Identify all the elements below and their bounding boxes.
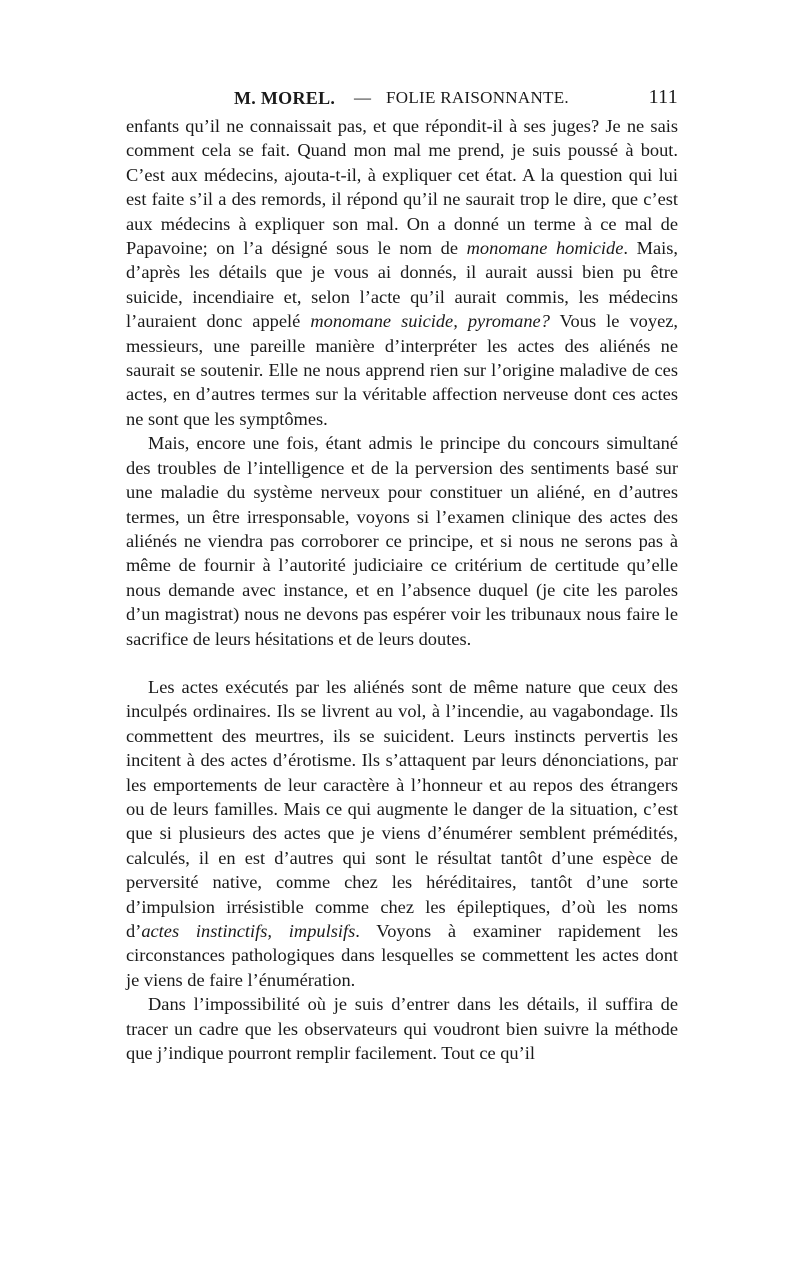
paragraph-3 xyxy=(126,675,678,992)
paragraph-1 xyxy=(126,114,678,431)
header-separator: — xyxy=(354,88,372,107)
section-gap xyxy=(126,651,678,675)
paragraph-3-italic-b: actes instinctifs, impulsifs xyxy=(141,921,356,941)
book-page xyxy=(126,84,678,1065)
paragraph-2: Mais, encore une fois, étant admis le principe du concours simultané des troubles de l’intelligence et de la perversion des sentiments basé sur une maladie du système nerveux pour constituer un aliéné, en d’autres termes, un être irresponsable, voyons si l’examen clinique des actes des aliénés ne viendra pas corroborer ce principe, et si nous ne serons pas à même de fournir à l’autorité judiciaire ce critérium de certitude qu’elle nous demande avec instance, et en l’absence duquel (je cite les paroles d’un magistrat) nous ne devons pas espérer voir les tribunaux nous faire le sacrifice de leurs hésitations et de leurs doutes. xyxy=(126,433,678,649)
header-author: M. MOREL. xyxy=(234,88,336,108)
paragraph-1-text-c: . Mais, d’après les détails que je vous ai donnés, il aurait aussi bien pu être suicide, incendiaire et, selon l’acte qu’il aurait commis, les médecins l’auraient donc appelé xyxy=(126,238,678,332)
body-text xyxy=(126,114,678,1065)
paragraph-1-italic-d: monomane suicide, pyromane? xyxy=(310,311,550,332)
paragraph-1-text-e: Vous le voyez, messieurs, une pareille manière d’interpréter les actes des aliénés ne saurait se soutenir. Elle ne nous apprend rien sur l’origine maladive de ces actes, en d’autres termes sur la véritable affection nerveuse dont ces actes ne sont que les symptômes. xyxy=(126,311,678,429)
running-header xyxy=(126,84,678,114)
paragraph-3-text-a: Les actes exécutés par les aliénés sont de même nature que ceux des inculpés ordinaires. Ils se livrent au vol, à l’incendie, au vagabondage. Ils commettent des meurtres, ils se suicident. Leurs instincts pervertis les incitent à des actes d’érotisme. Ils s’attaquent par leurs dénonciations, par les emportements de leur caractère à l’honneur et au repos des étrangers ou de leurs familles. Mais ce qui augmente le danger de la situation, c’est que si plusieurs des actes que je viens d’énumérer semblent prémédités, calculés, il en est d’autres qui sont le résultat tantôt d’une espèce de perversité native, comme chez les héréditaires, tantôt d’une sorte d’impulsion irrésistible comme chez les épileptiques, d’où les noms d’ xyxy=(126,676,678,941)
paragraph-1-italic-b: monomane homicide xyxy=(466,238,624,259)
paragraph-3-text-c: . Voyons à examiner rapidement les circonstances pathologiques dans lesquelles se commettent les actes dont je viens de faire l’énumération. xyxy=(126,921,678,990)
paragraph-4: Dans l’impossibilité où je suis d’entrer dans les détails, il suffira de tracer un cadre que les observateurs qui voudront bien suivre la méthode que j’indique pourront remplir facilement. Tout ce qu’il xyxy=(126,994,678,1064)
paragraph-1-text-a: enfants qu’il ne connaissait pas, et que répondit-il à ses juges? Je ne sais comment cela se fait. Quand mon mal me prend, je suis poussé à bout. C’est aux médecins, ajouta-t-il, à expliquer cet état. A la question qui lui est faite s’il a des remords, il répond qu’il ne saurait trop le dire, que c’est aux médecins à expliquer son mal. On a donné un terme à ce mal de Papavoine; on l’a désigné sous le nom de xyxy=(126,116,678,259)
header-title: FOLIE RAISONNANTE. xyxy=(386,88,569,107)
page-number: 111 xyxy=(648,86,678,108)
